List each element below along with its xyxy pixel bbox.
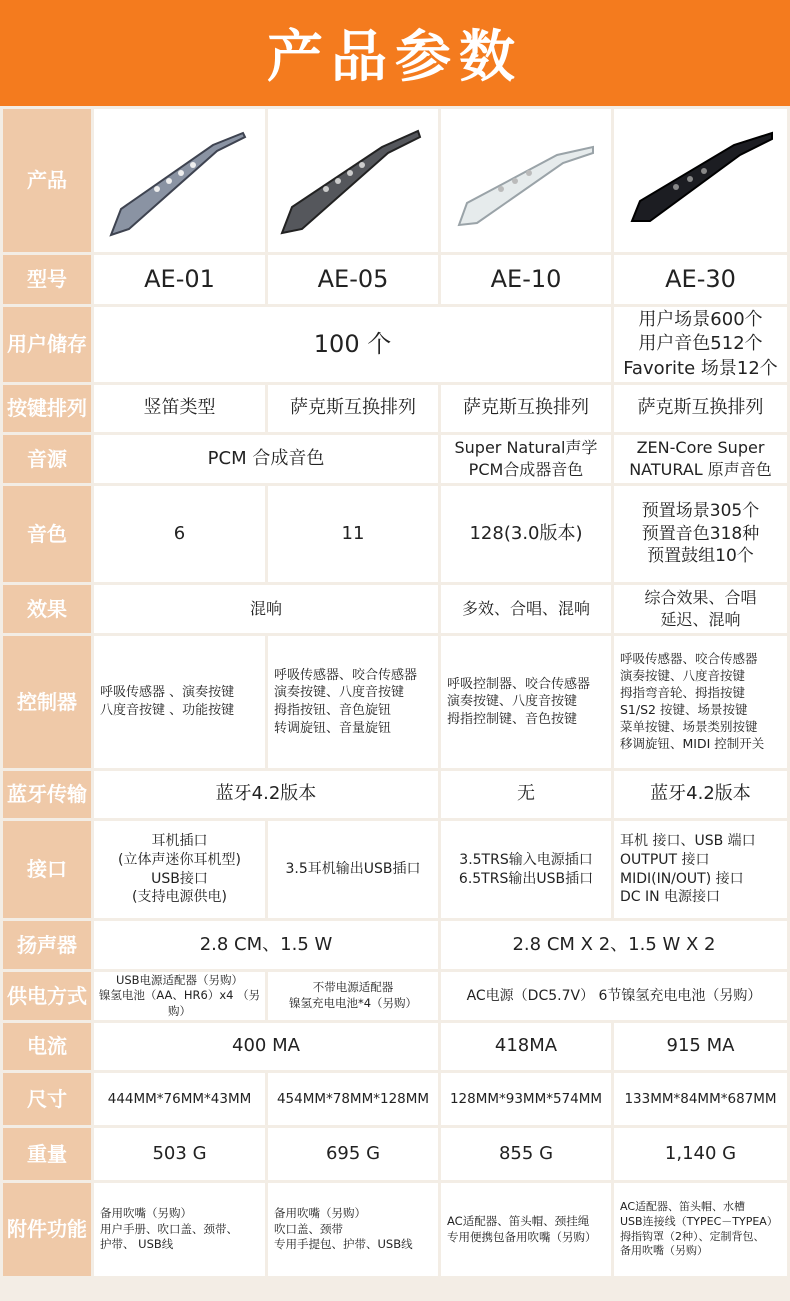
weight-ae10: 855 G bbox=[441, 1128, 611, 1180]
power-ae01: USB电源适配器（另购） 镍氢电池（AA、HR6）x4 （另购） bbox=[94, 972, 265, 1020]
row-effects bbox=[3, 585, 787, 633]
row-weight bbox=[3, 1128, 787, 1180]
current-ae10: 418MA bbox=[441, 1023, 611, 1070]
power-right: AC电源（DC5.7V） 6节镍氢充电电池（另购） bbox=[441, 972, 787, 1020]
sound-shared: PCM 合成音色 bbox=[94, 435, 438, 483]
weight-ae05: 695 G bbox=[268, 1128, 438, 1180]
keys-ae05: 萨克斯互换排列 bbox=[268, 385, 438, 432]
product-image-ae30 bbox=[614, 109, 787, 252]
row-label-product: 产品 bbox=[3, 109, 91, 252]
effects-shared: 混响 bbox=[94, 585, 438, 633]
current-shared: 400 MA bbox=[94, 1023, 438, 1070]
row-storage bbox=[3, 307, 787, 382]
page-title: 产品参数 bbox=[0, 0, 790, 106]
row-tones bbox=[3, 486, 787, 582]
spec-table bbox=[0, 106, 790, 1279]
sound-ae30: ZEN-Core Super NATURAL 原声音色 bbox=[614, 435, 787, 483]
row-label-weight: 重量 bbox=[3, 1128, 91, 1180]
controls-ae01: 呼吸传感器 、演奏按键 八度音按键 、功能按键 bbox=[94, 636, 265, 768]
tones-ae05: 11 bbox=[268, 486, 438, 582]
row-bluetooth bbox=[3, 771, 787, 818]
product-image-ae10 bbox=[441, 109, 611, 252]
effects-ae10: 多效、合唱、混响 bbox=[441, 585, 611, 633]
ports-ae05: 3.5耳机输出USB插口 bbox=[268, 821, 438, 918]
row-accessories bbox=[3, 1183, 787, 1276]
row-label-size: 尺寸 bbox=[3, 1073, 91, 1125]
row-label-bluetooth: 蓝牙传输 bbox=[3, 771, 91, 818]
bluetooth-shared: 蓝牙4.2版本 bbox=[94, 771, 438, 818]
controls-ae30: 呼吸传感器、咬合传感器 演奏按键、八度音按键 拇指弯音轮、拇指按键 S1/S2 按键、场景按键 菜单按键、场景类别按键 移调旋钮、MIDI 控制开关 bbox=[614, 636, 787, 768]
row-label-sound: 音源 bbox=[3, 435, 91, 483]
accessories-ae05: 备用吹嘴（另购） 吹口盖、颈带 专用手提包、护带、USB线 bbox=[268, 1183, 438, 1276]
weight-ae30: 1,140 G bbox=[614, 1128, 787, 1180]
row-size bbox=[3, 1073, 787, 1125]
current-ae30: 915 MA bbox=[614, 1023, 787, 1070]
saxophone-ae30-icon bbox=[626, 117, 776, 245]
row-label-storage: 用户储存 bbox=[3, 307, 91, 382]
model-ae10: AE-10 bbox=[441, 255, 611, 304]
sound-ae10: Super Natural声学 PCM合成器音色 bbox=[441, 435, 611, 483]
keys-ae01: 竖笛类型 bbox=[94, 385, 265, 432]
model-ae30: AE-30 bbox=[614, 255, 787, 304]
controls-ae10: 呼吸控制器、咬合传感器 演奏按键、八度音按键 拇指控制键、音色按键 bbox=[441, 636, 611, 768]
row-label-model: 型号 bbox=[3, 255, 91, 304]
model-ae05: AE-05 bbox=[268, 255, 438, 304]
tones-ae10: 128(3.0版本) bbox=[441, 486, 611, 582]
ports-ae01: 耳机插口 (立体声迷你耳机型) USB接口 (支持电源供电) bbox=[94, 821, 265, 918]
saxophone-ae05-icon bbox=[278, 117, 428, 245]
row-label-controls: 控制器 bbox=[3, 636, 91, 768]
tones-ae01: 6 bbox=[94, 486, 265, 582]
row-controls bbox=[3, 636, 787, 768]
power-ae05: 不带电源适配器 镍氢充电电池*4（另购） bbox=[268, 972, 438, 1020]
size-ae30: 133MM*84MM*687MM bbox=[614, 1073, 787, 1125]
row-label-tones: 音色 bbox=[3, 486, 91, 582]
row-label-keys: 按键排列 bbox=[3, 385, 91, 432]
row-power bbox=[3, 972, 787, 1020]
accessories-ae10: AC适配器、笛头帽、颈挂绳 专用便携包备用吹嘴（另购） bbox=[441, 1183, 611, 1276]
ports-ae10: 3.5TRS输入电源插口 6.5TRS输出USB插口 bbox=[441, 821, 611, 918]
row-current bbox=[3, 1023, 787, 1070]
row-sound bbox=[3, 435, 787, 483]
saxophone-ae01-icon bbox=[105, 117, 255, 245]
size-ae10: 128MM*93MM*574MM bbox=[441, 1073, 611, 1125]
model-ae01: AE-01 bbox=[94, 255, 265, 304]
row-label-ports: 接口 bbox=[3, 821, 91, 918]
storage-ae30: 用户场景600个 用户音色512个 Favorite 场景12个 bbox=[614, 307, 787, 382]
weight-ae01: 503 G bbox=[94, 1128, 265, 1180]
bluetooth-ae10: 无 bbox=[441, 771, 611, 818]
row-model bbox=[3, 255, 787, 304]
accessories-ae30: AC适配器、笛头帽、水槽 USB连接线（TYPEC－TYPEA） 拇指钩罩（2种）、定制背包、 备用吹嘴（另购） bbox=[614, 1183, 787, 1276]
speaker-left: 2.8 CM、1.5 W bbox=[94, 921, 438, 969]
speaker-right: 2.8 CM X 2、1.5 W X 2 bbox=[441, 921, 787, 969]
row-label-current: 电流 bbox=[3, 1023, 91, 1070]
storage-shared: 100 个 bbox=[94, 307, 611, 382]
size-ae01: 444MM*76MM*43MM bbox=[94, 1073, 265, 1125]
row-label-accessories: 附件功能 bbox=[3, 1183, 91, 1276]
row-label-effects: 效果 bbox=[3, 585, 91, 633]
bluetooth-ae30: 蓝牙4.2版本 bbox=[614, 771, 787, 818]
row-label-power: 供电方式 bbox=[3, 972, 91, 1020]
accessories-ae01: 备用吹嘴（另购） 用户手册、吹口盖、颈带、 护带、 USB线 bbox=[94, 1183, 265, 1276]
row-keys bbox=[3, 385, 787, 432]
row-product bbox=[3, 109, 787, 252]
ports-ae30: 耳机 接口、USB 端口 OUTPUT 接口 MIDI(IN/OUT) 接口 DC IN 电源接口 bbox=[614, 821, 787, 918]
row-label-speaker: 扬声器 bbox=[3, 921, 91, 969]
effects-ae30: 综合效果、合唱 延迟、混响 bbox=[614, 585, 787, 633]
row-ports bbox=[3, 821, 787, 918]
saxophone-ae10-icon bbox=[451, 117, 601, 245]
controls-ae05: 呼吸传感器、咬合传感器 演奏按键、八度音按键 拇指按钮、音色旋钮 转调旋钮、音量旋钮 bbox=[268, 636, 438, 768]
keys-ae30: 萨克斯互换排列 bbox=[614, 385, 787, 432]
keys-ae10: 萨克斯互换排列 bbox=[441, 385, 611, 432]
product-image-ae05 bbox=[268, 109, 438, 252]
row-speaker bbox=[3, 921, 787, 969]
tones-ae30: 预置场景305个 预置音色318种 预置鼓组10个 bbox=[614, 486, 787, 582]
size-ae05: 454MM*78MM*128MM bbox=[268, 1073, 438, 1125]
product-image-ae01 bbox=[94, 109, 265, 252]
